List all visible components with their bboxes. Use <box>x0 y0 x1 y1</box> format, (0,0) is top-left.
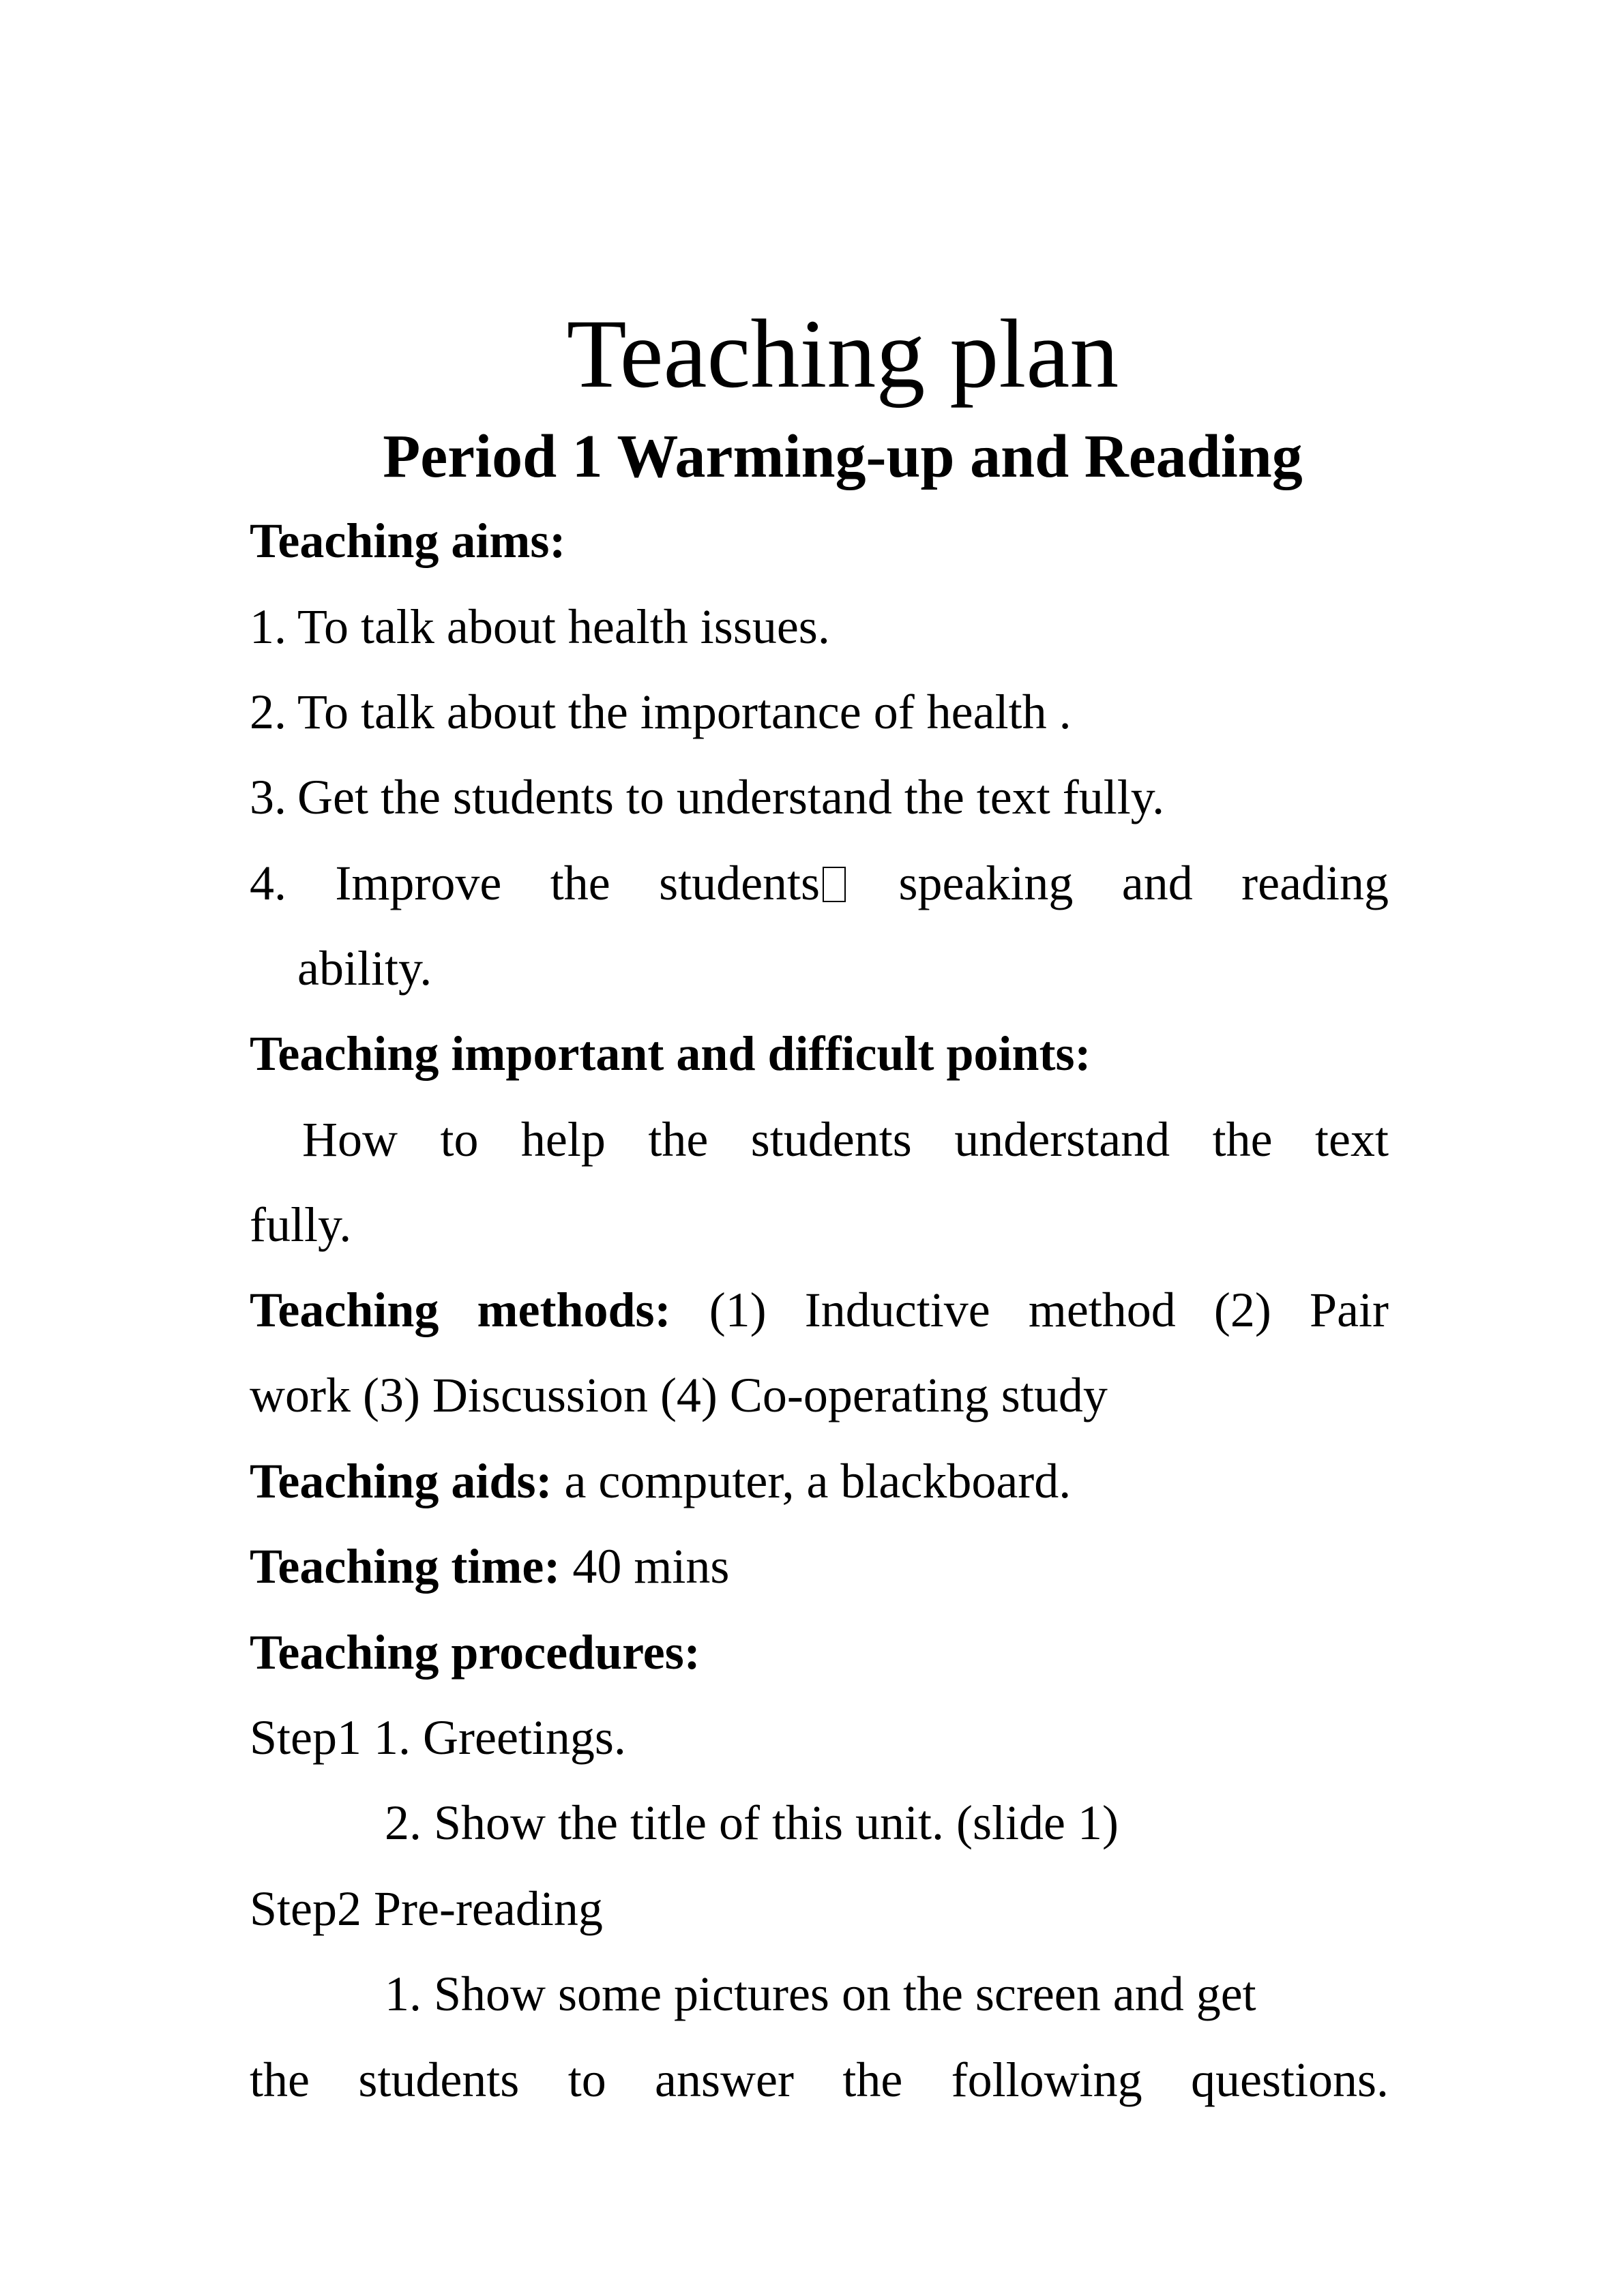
step2-heading: Step2 Pre-reading <box>250 1881 603 1936</box>
aim-number: 3. <box>250 770 286 824</box>
aim-text: To talk about health issues. <box>297 599 830 654</box>
points-text-line-2: fully. <box>250 1197 352 1252</box>
aim-word-students: students <box>659 856 850 910</box>
aim-word: speaking <box>898 856 1074 910</box>
aim-item-3 <box>250 766 1389 828</box>
aim-item-4-continuation: ability. <box>297 941 432 996</box>
step1-item-2: 2. Show the title of this unit. (slide 1) <box>385 1795 1119 1850</box>
time-label: Teaching time: <box>250 1539 561 1594</box>
aim-text: To talk about the importance of health . <box>297 685 1072 739</box>
aim-number: 1. <box>250 599 286 654</box>
aim-number: 4. <box>250 856 286 910</box>
aids-line <box>250 1450 1389 1512</box>
methods-value: (1) Inductive method (2) Pair <box>709 1283 1389 1337</box>
aim-word: Improve <box>335 856 502 910</box>
aim-item-4 <box>250 852 1389 914</box>
aim-number: 2. <box>250 685 286 739</box>
aim-word: the <box>550 856 610 910</box>
missing-glyph-box <box>823 867 846 902</box>
aim-word: and <box>1121 856 1193 910</box>
aids-value: a computer, a blackboard. <box>564 1454 1072 1508</box>
points-text-line-1: How to help the students understand the text <box>302 1112 1389 1167</box>
time-value: 40 mins <box>572 1539 730 1594</box>
time-line <box>250 1536 1389 1597</box>
step2-item-1: 1. Show some pictures on the screen and get <box>385 1967 1256 2021</box>
aids-label: Teaching aids: <box>250 1454 552 1508</box>
methods-label: Teaching methods: <box>250 1283 671 1337</box>
step2-item-1-continuation: the students to answer the following questions. <box>250 2053 1389 2107</box>
methods-line-1 <box>250 1279 1389 1341</box>
procedures-heading: Teaching procedures: <box>250 1625 700 1680</box>
step1-item-1: 1. Greetings. <box>374 1710 626 1765</box>
points-heading: Teaching important and difficult points: <box>250 1026 1091 1081</box>
methods-line-2: work (3) Discussion (4) Co-operating study <box>250 1368 1108 1422</box>
aims-heading: Teaching aims: <box>250 513 566 568</box>
step1-label: Step1 <box>250 1710 362 1765</box>
aim-item-2 <box>250 681 1389 743</box>
aim-text: Get the students to understand the text fully. <box>297 770 1165 824</box>
page-subtitle: Period 1 Warming-up and Reading <box>383 423 1303 490</box>
page-title: Teaching plan <box>566 300 1119 408</box>
aim-item-1 <box>250 596 1389 657</box>
step1-line-1 <box>250 1707 1389 1768</box>
aim-word: reading <box>1241 856 1389 910</box>
